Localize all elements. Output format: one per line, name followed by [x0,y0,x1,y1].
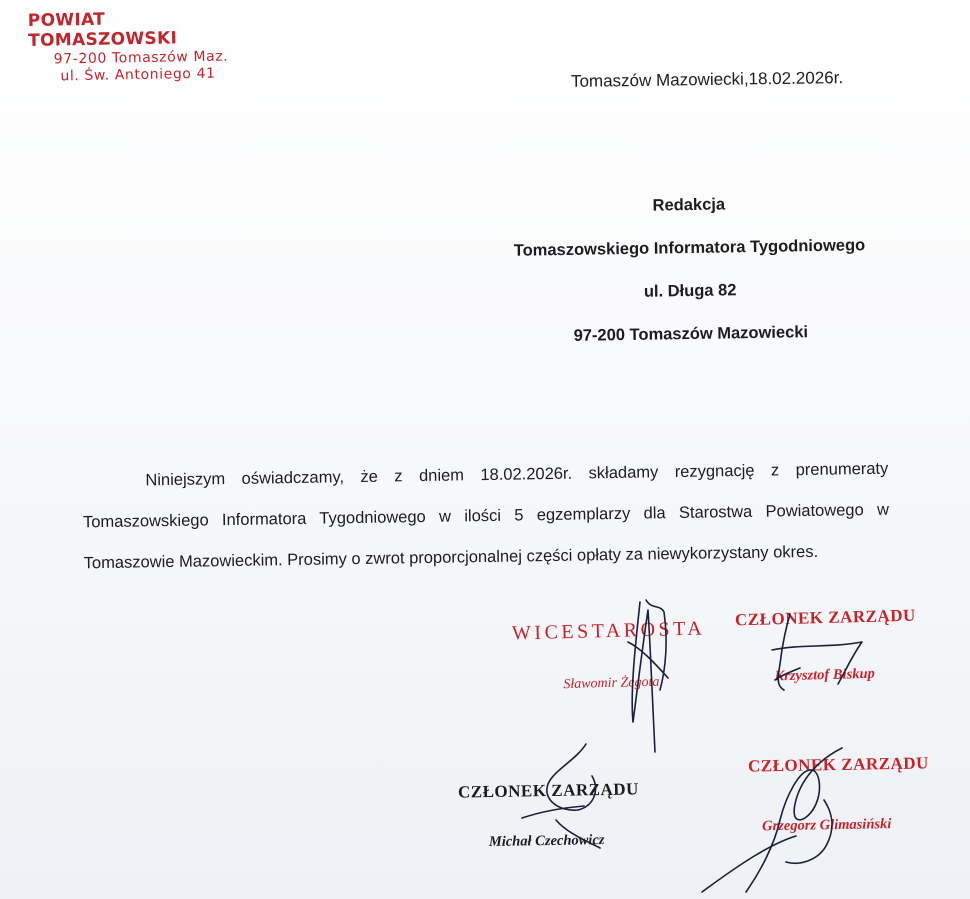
signature-role: CZŁONEK ZARZĄDU [747,753,929,776]
signature-stamp-member-glimasinski [747,753,929,835]
signature-name: Krzysztof Biskup [774,665,876,685]
addressee-line-3: ul. Długa 82 [643,281,737,301]
letterhead-stamp [28,9,258,83]
body-paragraph: Niniejszym oświadczamy, że z dniem 18.02.2026r. składamy rezygnację z prenumeraty Tomaszowskiego Informatora Tygodniowego w ilości 5 egzemplarzy dla Starostwa Powiatowego w Tomaszowie Mazowieckim. Prosimy o zwrot proporcjonalnej części opłaty za niewykorzystany okres. [82,459,890,573]
letterhead-organization: POWIAT TOMASZOWSKI [27,9,178,52]
letterhead-postal-line: 97-200 Tomaszów Maz. [53,48,229,68]
addressee-line-1: Redakcja [652,195,726,215]
addressee-line-2: Tomaszowskiego Informatora Tygodniowego [513,236,866,260]
signature-role: WICESTAROSTA [511,617,706,645]
signature-name: Michał Czechowicz [488,832,605,851]
signature-name: Sławomir Żegota [563,674,660,693]
addressee-line-4: 97-200 Tomaszów Mazowiecki [573,323,809,345]
date-line: Tomaszów Mazowiecki,18.02.2026r. [570,68,844,91]
addressee-block [469,191,912,370]
letterhead-street-line: ul. Św. Antoniego 41 [60,65,216,85]
signature-role: CZŁONEK ZARZĄDU [457,779,639,802]
signature-name: Grzegorz Glimasiński [761,816,892,835]
letter-body [82,449,890,585]
signature-role: CZŁONEK ZARZĄDU [734,605,917,630]
signature-stamp-member-czechowicz [457,779,639,851]
